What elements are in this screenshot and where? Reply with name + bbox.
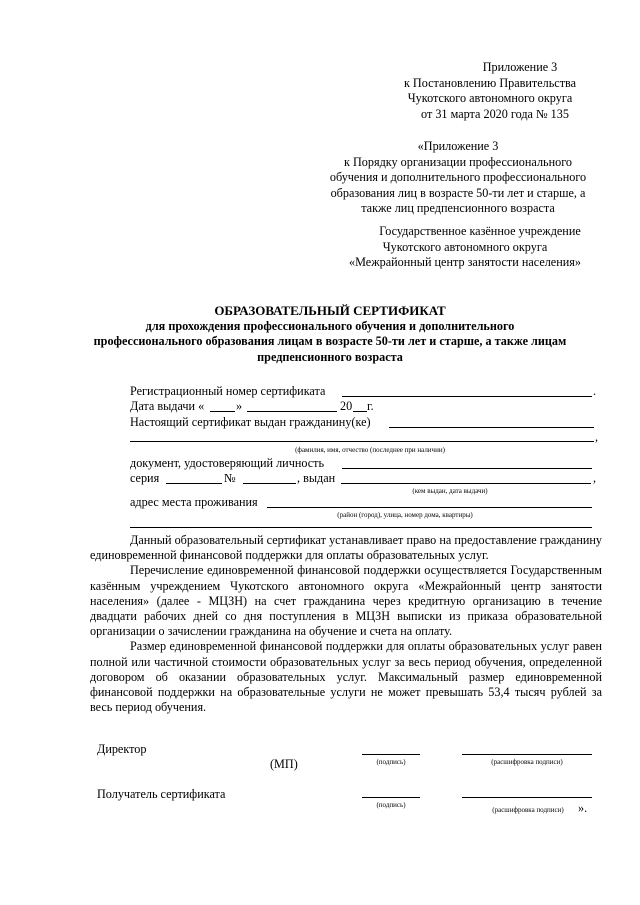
- paragraph-3: Размер единовременной финансовой поддержки для оплаты образовательных услуг равен полной или частичной стоимости образовательных услуг за весь период обучения, определенной договором об оказании образовательных услуг. Максимальный размер единовременной финансовой поддержки на образовательные услуги не может превышать 53,4 тысяч рублей за весь период обучения.: [90, 639, 602, 715]
- number-field[interactable]: [243, 483, 296, 484]
- institution-line-1: Государственное казённое учреждение: [379, 224, 581, 238]
- order-line-4: образования лиц в возрасте 50-ти лет и старше, а: [330, 185, 586, 200]
- title-main: ОБРАЗОВАТЕЛЬНЫЙ СЕРТИФИКАТ: [214, 303, 446, 318]
- issued-by-note: (кем выдан, дата выдачи): [412, 487, 488, 495]
- director-decoding-field[interactable]: [462, 754, 592, 755]
- issue-year-field[interactable]: [353, 411, 367, 412]
- order-block: [318, 139, 598, 217]
- address-field[interactable]: [267, 507, 592, 508]
- institution-line-2: Чукотского автономного округа: [382, 239, 548, 254]
- reg-number-end: .: [593, 384, 597, 398]
- order-line-3: обучения и дополнительного профессионального: [329, 170, 587, 184]
- full-name-end: ,: [595, 430, 599, 444]
- appendix-line-1: Приложение 3: [482, 60, 558, 74]
- full-name-field[interactable]: [130, 441, 594, 442]
- order-line-2: к Порядку организации профессионального: [344, 154, 572, 169]
- reg-number-label: Регистрационный номер сертификата: [130, 384, 326, 398]
- issued-by-end: ,: [593, 471, 597, 485]
- body-text: [90, 533, 602, 715]
- order-line-1: «Приложение 3: [417, 139, 499, 153]
- director-label: Директор: [97, 742, 147, 756]
- issue-year-suffix: г.: [367, 399, 374, 413]
- appendix-line-4: от 31 марта 2020 года № 135: [421, 106, 569, 121]
- full-name-note: (фамилия, имя, отчество (последнее при наличии): [295, 446, 445, 454]
- recipient-label: Получатель сертификата: [97, 787, 226, 801]
- series-label: серия: [130, 471, 160, 485]
- stamp-label: (МП): [270, 757, 298, 771]
- title-sub-3: предпенсионного возраста: [257, 349, 403, 364]
- issue-month-field[interactable]: [247, 411, 337, 412]
- address-label: адрес места проживания: [130, 495, 258, 509]
- institution-block: [330, 224, 600, 271]
- paragraph-2: Перечисление единовременной финансовой поддержки осуществляется Государственным казённым учреждением Чукотского автономного округа «Межрайонный центр занятости населения» (далее - МЦЗН) на счет гражданина через кредитную организацию в течение двадцати рабочих дней со дня поступления в МЦЗН выписки из приказа образовательной организации о зачислении гражданина на обучение и счета на оплату.: [90, 563, 602, 639]
- appendix-line-3: Чукотского автономного округа: [407, 91, 573, 105]
- appendix-line-2: к Постановлению Правительства: [403, 75, 577, 90]
- director-signature-field[interactable]: [362, 754, 420, 755]
- issued-to-field[interactable]: [389, 427, 594, 428]
- id-doc-label: документ, удостоверяющий личность: [130, 456, 325, 470]
- address-note: (район (город), улица, номер дома, квартиры): [337, 511, 473, 519]
- title-sub-2: профессионального образования лицам в возрасте 50-ти лет и старше, а также лицам: [93, 334, 567, 348]
- recipient-decoding-field[interactable]: [462, 797, 592, 798]
- issue-year-prefix: 20: [340, 399, 353, 413]
- recipient-decoding-note: (расшифровка подписи): [492, 806, 564, 814]
- director-decoding-note: (расшифровка подписи): [491, 758, 563, 766]
- issue-date-close: »: [236, 399, 243, 413]
- issue-day-field[interactable]: [210, 411, 235, 412]
- address-field-2[interactable]: [130, 527, 592, 528]
- reg-number-field[interactable]: [342, 396, 592, 397]
- closing-quote: ».: [578, 801, 588, 815]
- issue-date-label: Дата выдачи «: [130, 399, 205, 413]
- series-field[interactable]: [166, 483, 222, 484]
- paragraph-1: Данный образовательный сертификат устанавливает право на предоставление гражданину единовременной финансовой поддержки для оплаты образовательных услуг.: [90, 533, 602, 563]
- id-doc-field[interactable]: [342, 468, 592, 469]
- title-sub-1: для прохождения профессионального обучения и дополнительного: [145, 318, 515, 333]
- issued-by-label: , выдан: [297, 471, 336, 485]
- certificate-title: [80, 303, 580, 365]
- order-line-5: также лиц предпенсионного возраста: [361, 201, 555, 215]
- issued-to-label: Настоящий сертификат выдан гражданину(ке): [130, 415, 371, 429]
- number-label: №: [224, 471, 236, 485]
- appendix-block: [390, 60, 590, 122]
- institution-line-3: «Межрайонный центр занятости населения»: [349, 255, 581, 269]
- issued-by-field[interactable]: [341, 483, 591, 484]
- recipient-signature-note: (подпись): [376, 801, 406, 809]
- recipient-signature-field[interactable]: [362, 797, 420, 798]
- director-signature-note: (подпись): [376, 758, 406, 766]
